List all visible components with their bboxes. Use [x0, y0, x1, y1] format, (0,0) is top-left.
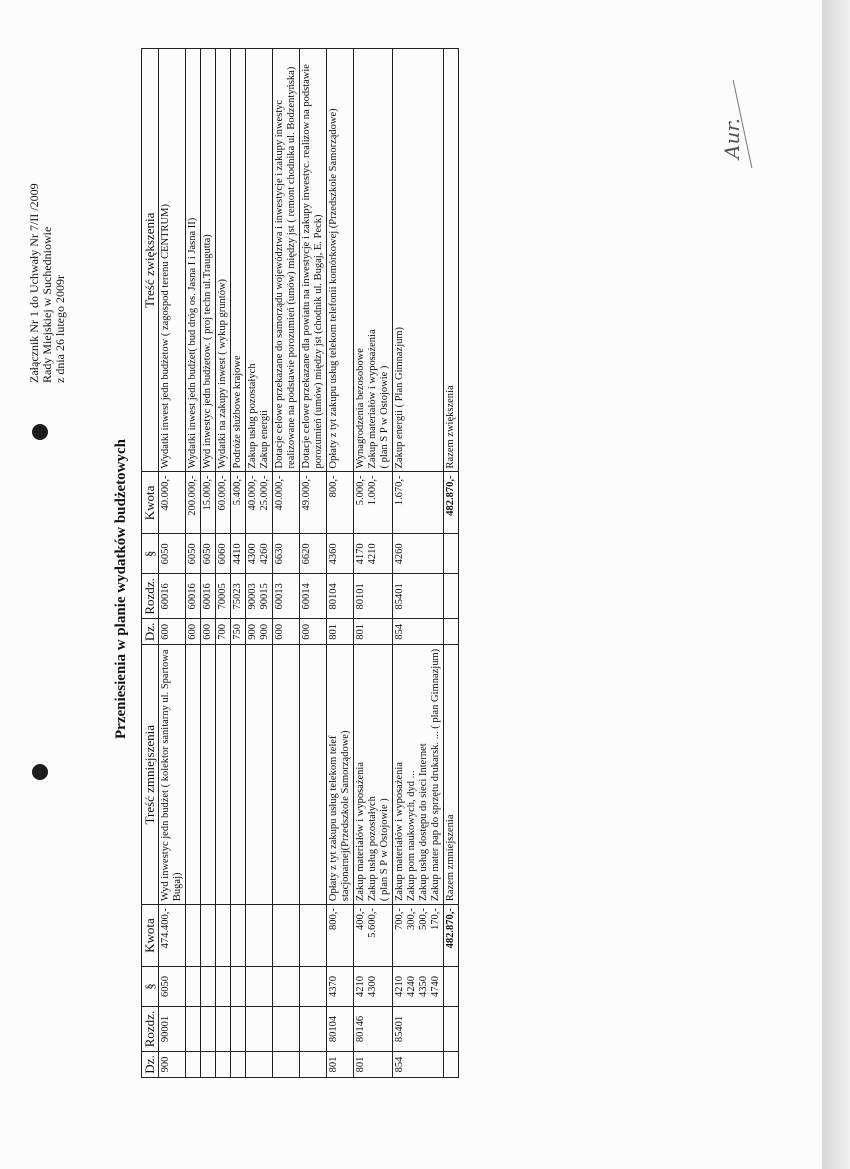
cell-kwota-right — [216, 472, 231, 534]
cell-kwota-right — [159, 472, 186, 534]
col-dz-right: Dz. — [142, 619, 159, 645]
cell-line: 900 — [247, 624, 258, 640]
cell-line: Wydatki inwest jedn budżet( bud dróg os. Jasna I i Jasna II) — [187, 217, 198, 469]
cell-dz-left — [300, 1052, 327, 1078]
cell-line: 4240 — [406, 976, 417, 998]
cell-dz-left — [186, 1052, 201, 1078]
cell-line: 600 — [187, 624, 198, 640]
cell-line: Opłaty z tyt zakupu usług telekom telefonii komórkowej (Przedszkole Samorządowe) — [328, 108, 339, 469]
col-paragraf-right: § — [142, 534, 159, 574]
cell-rozdz-right — [201, 574, 216, 619]
cell-dz-right — [246, 619, 273, 645]
cell-kwota-left — [327, 905, 354, 967]
cell-rozdz-left — [327, 1007, 354, 1052]
cell-kwota-right — [354, 472, 393, 534]
cell-line: Zakup materiałów i wyposażenia — [355, 762, 366, 902]
cell-line: Zakup mater pap do sprzętu drukarsk. ... ( plan Gimnazjum) — [430, 648, 441, 902]
cell-dz-left — [159, 1052, 186, 1078]
table-row — [186, 49, 201, 1078]
cell-tresc-zmniejszenia — [201, 645, 216, 905]
cell-line: 60.000,- — [217, 475, 228, 511]
cell-line: 854 — [394, 1056, 405, 1073]
col-tresc-zmniejszenia: Treść zmniejszenia — [142, 645, 159, 905]
cell-line: 25.000,- — [259, 475, 270, 511]
cell-rozdz-right — [186, 574, 201, 619]
cell-rozdz-left — [273, 1007, 300, 1052]
cell-paragraf-left — [327, 967, 354, 1007]
cell-rozdz-left — [186, 1007, 201, 1052]
cell-kwota-left — [231, 905, 246, 967]
cell-line: 4260 — [394, 543, 405, 565]
cell-tresc-zwiekszenia — [216, 49, 231, 472]
cell-rozdz-right — [216, 574, 231, 619]
totals-row — [444, 49, 459, 1078]
table-header-row — [142, 49, 159, 1078]
cell-rozdz-left — [201, 1007, 216, 1052]
table-row — [273, 49, 300, 1078]
cell-line: 4350 — [418, 976, 429, 998]
cell-line: 60013 — [274, 583, 285, 610]
cell-dz-right — [300, 619, 327, 645]
cell-line: Zakup usług pozostałych — [367, 796, 378, 902]
cell-paragraf-left — [246, 967, 273, 1007]
cell-line: Wydatki inwest jedn budżetow ( zagospod terenu CENTRUM) — [160, 204, 171, 469]
cell-line: Wynagrodzenia bezosobowe — [355, 348, 366, 469]
cell-kwota-right — [246, 472, 273, 534]
cell-kwota-right — [393, 472, 444, 534]
cell-line: 5.600,- — [367, 908, 378, 938]
cell-kwota-left — [201, 905, 216, 967]
cell-line: 800,- — [328, 475, 339, 498]
cell-dz-right — [393, 619, 444, 645]
cell-tresc-zwiekszenia — [327, 49, 354, 472]
cell-tresc-zwiekszenia — [159, 49, 186, 472]
cell-kwota-left — [216, 905, 231, 967]
cell-line: 900 — [160, 1056, 171, 1073]
cell-line: 600 — [160, 624, 171, 640]
cell-dz-left — [201, 1052, 216, 1078]
budget-transfer-table — [141, 48, 459, 1078]
cell-kwota-left — [393, 905, 444, 967]
cell-line: 801 — [355, 1056, 366, 1073]
cell-line: 400,- — [355, 908, 366, 930]
header-line-1: Załącznik Nr 1 do Uchwały Nr 7/II /2009 — [27, 183, 41, 383]
cell-tresc-zmniejszenia — [216, 645, 231, 905]
cell-line: Zakup materiałów i wyposażenia — [394, 762, 405, 902]
col-dz-left: Dz. — [142, 1052, 159, 1078]
cell-line: 700,- — [394, 908, 405, 930]
cell-paragraf-right — [246, 534, 273, 574]
cell-line: 40.000,- — [274, 475, 285, 511]
cell-line: 90003 — [247, 583, 258, 610]
cell-line: 500,- — [418, 908, 429, 930]
cell-line: 200.000,- — [187, 475, 198, 516]
attachment-header — [28, 183, 67, 383]
cell-tresc-zmniejszenia — [186, 645, 201, 905]
total-increase-label: Razem zwiększenia — [444, 49, 459, 472]
cell-line: 15.000,- — [202, 475, 213, 511]
cell-line: 4300 — [247, 543, 258, 565]
cell-line: 4260 — [259, 543, 270, 565]
cell-dz-right — [201, 619, 216, 645]
total-increase-amount: 482.870,- — [444, 472, 459, 534]
cell-line: 6050 — [187, 543, 198, 565]
cell-tresc-zmniejszenia — [327, 645, 354, 905]
cell-line: 600 — [301, 624, 312, 640]
cell-dz-right — [273, 619, 300, 645]
cell-paragraf-left — [393, 967, 444, 1007]
table-row — [201, 49, 216, 1078]
col-kwota-left: Kwota — [142, 905, 159, 967]
cell-paragraf-left — [201, 967, 216, 1007]
cell-line: 40.000,- — [247, 475, 258, 511]
cell-tresc-zmniejszenia — [393, 645, 444, 905]
cell-kwota-left — [186, 905, 201, 967]
cell-line: Dotacje celowe przekazane dla powiatu na inwestycje i zakupy inwestyc. realizow na podstawie porozumień (umów) między jst (chodnik ul. Bugaj, E. Peck) — [301, 64, 324, 469]
cell-dz-left — [273, 1052, 300, 1078]
table-row — [354, 49, 393, 1078]
cell-rozdz-right — [273, 574, 300, 619]
cell-dz-right — [327, 619, 354, 645]
cell-paragraf-left — [186, 967, 201, 1007]
cell-line: 75023 — [232, 583, 243, 610]
cell-line: Zakup usług dostępu do sieci Internet — [418, 743, 429, 902]
cell-line: 60014 — [301, 583, 312, 610]
table-row — [300, 49, 327, 1078]
cell-line: 4370 — [328, 976, 339, 998]
cell-line: 6050 — [160, 543, 171, 565]
table-row — [159, 49, 186, 1078]
cell-tresc-zwiekszenia — [186, 49, 201, 472]
table-row — [216, 49, 231, 1078]
cell-line: Zakup pom naukowych, dyd ... — [406, 770, 417, 902]
cell-kwota-right — [186, 472, 201, 534]
cell-rozdz-right — [327, 574, 354, 619]
cell-paragraf-right — [231, 534, 246, 574]
cell-paragraf-right — [186, 534, 201, 574]
col-rozdz-right: Rozdz. — [142, 574, 159, 619]
cell-dz-right — [354, 619, 393, 645]
cell-paragraf-right — [159, 534, 186, 574]
cell-line: 750 — [232, 624, 243, 640]
cell-line: 40.000,- — [160, 475, 171, 511]
cell-kwota-right — [300, 472, 327, 534]
cell-line: 6050 — [202, 543, 213, 565]
cell-paragraf-right — [300, 534, 327, 574]
cell-line: 854 — [394, 624, 405, 640]
cell-line: 1.670,- — [394, 475, 405, 506]
cell-line: 80101 — [355, 583, 366, 610]
handwritten-signature: Aur. — [720, 117, 744, 159]
cell-dz-right — [186, 619, 201, 645]
cell-line: 6060 — [217, 543, 228, 565]
cell-line: 900 — [259, 624, 270, 640]
cell-rozdz-left — [393, 1007, 444, 1052]
cell-tresc-zmniejszenia — [246, 645, 273, 905]
total-decrease-amount: 482.870,- — [444, 905, 459, 967]
cell-tresc-zwiekszenia — [201, 49, 216, 472]
cell-line: 4210 — [355, 976, 366, 998]
cell-line: 90001 — [160, 1015, 171, 1043]
cell-line: 70005 — [217, 583, 228, 610]
cell-rozdz-left — [300, 1007, 327, 1052]
cell-dz-left — [354, 1052, 393, 1078]
cell-dz-left — [216, 1052, 231, 1078]
cell-paragraf-right — [216, 534, 231, 574]
cell-line: ( plan S P w Ostojowie ) — [379, 798, 390, 902]
cell-tresc-zwiekszenia — [354, 49, 393, 472]
cell-rozdz-right — [393, 574, 444, 619]
cell-kwota-right — [231, 472, 246, 534]
cell-line: Zakup energii ( Plan Gimnazjum) — [394, 326, 405, 469]
col-kwota-right: Kwota — [142, 472, 159, 534]
cell-paragraf-left — [354, 967, 393, 1007]
cell-line: 90015 — [259, 583, 270, 610]
cell-line: Podróże służbowe krajowe — [232, 355, 243, 469]
cell-line: 801 — [328, 624, 339, 640]
cell-paragraf-left — [300, 967, 327, 1007]
cell-line: 85401 — [394, 583, 405, 610]
cell-tresc-zwiekszenia — [246, 49, 273, 472]
cell-tresc-zwiekszenia — [300, 49, 327, 472]
cell-line: Zakup energii — [259, 410, 270, 469]
cell-rozdz-left — [216, 1007, 231, 1052]
cell-rozdz-left — [354, 1007, 393, 1052]
cell-line: 6620 — [301, 543, 312, 565]
cell-line: 4300 — [367, 976, 378, 998]
cell-line: 4410 — [232, 543, 243, 565]
cell-line: 80104 — [328, 1015, 339, 1043]
cell-rozdz-left — [231, 1007, 246, 1052]
cell-dz-left — [327, 1052, 354, 1078]
cell-tresc-zmniejszenia — [231, 645, 246, 905]
cell-line: 800,- — [328, 908, 339, 930]
table-row — [231, 49, 246, 1078]
cell-tresc-zmniejszenia — [354, 645, 393, 905]
cell-paragraf-right — [354, 534, 393, 574]
cell-dz-right — [159, 619, 186, 645]
cell-line: 4210 — [367, 543, 378, 565]
cell-tresc-zmniejszenia — [273, 645, 300, 905]
cell-paragraf-right — [393, 534, 444, 574]
cell-line: 60016 — [187, 583, 198, 610]
cell-tresc-zwiekszenia — [273, 49, 300, 472]
cell-line: 300,- — [406, 908, 417, 930]
cell-line: Wyd inwestyc jedn budżetow. ( proj techn ul.Traugutta) — [202, 234, 213, 469]
cell-line: 170,- — [430, 908, 441, 930]
cell-rozdz-right — [354, 574, 393, 619]
header-line-2: Rady Miejskiej w Suchedniowie — [40, 226, 54, 383]
cell-line: 80104 — [328, 583, 339, 610]
table-row — [246, 49, 273, 1078]
cell-kwota-right — [201, 472, 216, 534]
cell-rozdz-right — [300, 574, 327, 619]
cell-rozdz-left — [246, 1007, 273, 1052]
cell-line: 4170 — [355, 543, 366, 565]
cell-tresc-zwiekszenia — [393, 49, 444, 472]
cell-rozdz-right — [246, 574, 273, 619]
cell-line: 600 — [274, 624, 285, 640]
table-row — [393, 49, 444, 1078]
cell-paragraf-left — [216, 967, 231, 1007]
cell-line: 4210 — [394, 976, 405, 998]
cell-paragraf-right — [201, 534, 216, 574]
cell-paragraf-right — [327, 534, 354, 574]
cell-line: 600 — [202, 624, 213, 640]
document-title: Przeniesienia w planie wydatków budżetowych — [113, 439, 129, 739]
cell-line: 85401 — [394, 1015, 405, 1043]
cell-paragraf-right — [273, 534, 300, 574]
cell-paragraf-left — [273, 967, 300, 1007]
cell-line: 4360 — [328, 543, 339, 565]
cell-tresc-zmniejszenia — [159, 645, 186, 905]
cell-line: 474.400,- — [160, 908, 171, 949]
cell-line: 6050 — [160, 976, 171, 998]
col-paragraf-left: § — [142, 967, 159, 1007]
cell-line: 801 — [355, 624, 366, 640]
cell-rozdz-right — [231, 574, 246, 619]
cell-line: 6630 — [274, 543, 285, 565]
cell-line: Zakup materiałów i wyposażenia — [367, 329, 378, 469]
cell-rozdz-right — [159, 574, 186, 619]
cell-line: Dotacje celowe przekazane do samorządu województwa i inwestycje i zakupy inwestyc realizowane na podstawie porozumień (umów) między jst ( remont chodnika ul. Bodzentyńska) — [274, 66, 297, 469]
col-rozdz-left: Rozdz. — [142, 1007, 159, 1052]
cell-tresc-zmniejszenia — [300, 645, 327, 905]
cell-dz-left — [231, 1052, 246, 1078]
cell-paragraf-left — [231, 967, 246, 1007]
cell-line: 5.400,- — [232, 475, 243, 506]
cell-dz-right — [231, 619, 246, 645]
cell-line: 5.000,- — [355, 475, 366, 506]
cell-kwota-right — [327, 472, 354, 534]
col-tresc-zwiekszenia: Treść zwiększenia — [142, 49, 159, 472]
cell-line: 60016 — [160, 583, 171, 610]
total-decrease-label: Razem zmniejszenia — [444, 645, 459, 905]
cell-line: Zakup usług pozostałych — [247, 363, 258, 469]
cell-line: Wydatki na zakupy inwest ( wykup gruntów) — [217, 278, 228, 469]
cell-line: 4740 — [430, 976, 441, 998]
cell-kwota-left — [159, 905, 186, 967]
cell-paragraf-left — [159, 967, 186, 1007]
cell-dz-left — [393, 1052, 444, 1078]
cell-line: 80146 — [355, 1015, 366, 1043]
cell-line: 801 — [328, 1056, 339, 1073]
cell-dz-left — [246, 1052, 273, 1078]
cell-kwota-left — [246, 905, 273, 967]
cell-rozdz-left — [159, 1007, 186, 1052]
cell-line: 700 — [217, 624, 228, 640]
header-line-3: z dnia 26 lutego 2009r — [53, 275, 67, 383]
cell-kwota-left — [273, 905, 300, 967]
cell-dz-right — [216, 619, 231, 645]
cell-line: 49.000,- — [301, 475, 312, 511]
table-row — [327, 49, 354, 1078]
cell-kwota-right — [273, 472, 300, 534]
cell-kwota-left — [300, 905, 327, 967]
cell-tresc-zwiekszenia — [231, 49, 246, 472]
cell-line: 1.000,- — [367, 475, 378, 506]
cell-line: ( plan S P w Ostojowie ) — [379, 365, 390, 469]
cell-line: Wyd inwestyc jedn budżet ( kolektor sanitarny ul. Spartowa Bugaj) — [160, 649, 183, 902]
cell-kwota-left — [354, 905, 393, 967]
cell-line: 60016 — [202, 583, 213, 610]
cell-line: Opłaty z tyt zakupu usług telekom telef stacjonarnej(Przedszkole Samorządowe) — [328, 730, 351, 902]
page-edge — [822, 0, 850, 1169]
